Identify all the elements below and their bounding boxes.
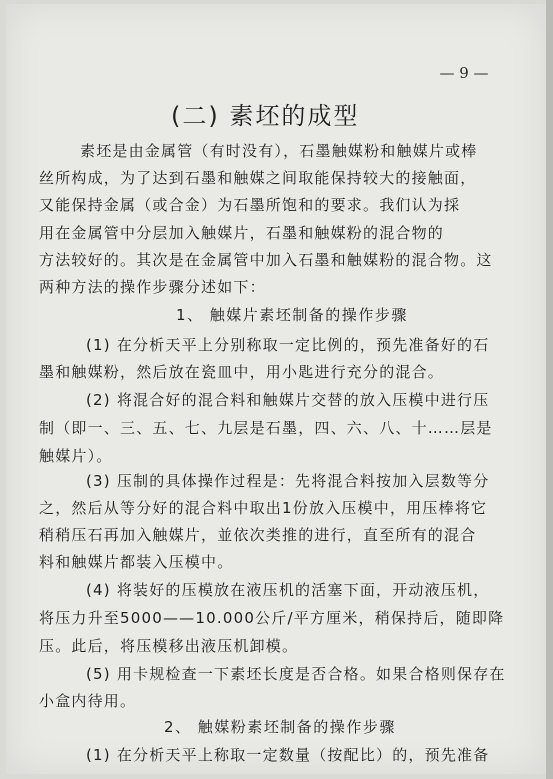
paragraph-line: 用在金属管中分层加入触媒片，石墨和触媒粉的混合物的: [39, 224, 445, 242]
paragraph-line: 方法较好的。其次是在金属管中加入石墨和触媒粉的混合物。这: [39, 251, 493, 269]
step-line: 料和触媒片都装入压模中。: [39, 553, 234, 571]
step-line: 之，然后从等分好的混合料中取出1份放入压模中，用压棒将它: [39, 499, 488, 517]
step-line: 稍稍压石再加入触媒片，並依次类推的进行，直至所有的混合: [39, 526, 477, 544]
step-line: (1) 在分析天平上称取一定数量（按配比）的，预先准备: [86, 746, 490, 764]
step-line: 墨和触媒粉，然后放在瓷皿中，用小匙进行充分的混合。: [39, 363, 445, 381]
paragraph-line: 丝所构成，为了达到石墨和触媒之间取能保持较大的接触面，: [39, 169, 477, 187]
document-page: [6, 4, 546, 774]
section-title: (二) 素坯的成型: [171, 102, 360, 130]
step-line: (5) 用卡规检查一下素坯长度是否合格。如果合格则保存在: [86, 665, 506, 683]
paragraph-line: 素坯是由金属管（有时没有），石墨触媒粉和触媒片或棒: [80, 142, 478, 160]
subsection-title: 2、 触媒粉素坯制备的操作步骤: [164, 718, 396, 736]
step-line: (1) 在分析天平上分别称取一定比例的，预先准备好的石: [86, 336, 490, 354]
step-line: 触媒片）。: [39, 447, 113, 465]
step-line: 小盒内待用。: [39, 692, 137, 710]
step-line: (3) 压制的具体操作过程是：先将混合料按加入层数等分: [86, 472, 490, 490]
step-line: 压。此后，将压模移出液压机卸模。: [39, 637, 299, 655]
paragraph-line: 又能保持金属（或合金）为石墨所饱和的要求。我们认为採: [39, 196, 461, 214]
step-line: (4) 将装好的压模放在液压机的活塞下面，开动液压机，: [86, 581, 490, 599]
step-line: 将压力升至5000——10.000公斤/平方厘米，稍保持后，随即降: [39, 609, 505, 627]
step-line: (2) 将混合好的混合料和触媒片交替的放入压模中进行压: [86, 391, 490, 409]
page-number: — 9 —: [439, 64, 489, 82]
binding-edge: [546, 0, 553, 779]
step-line: 制（即一、三、五、七、九层是石墨，四、六、八、十……层是: [39, 419, 493, 437]
paragraph-line: 两种方法的操作步骤分述如下：: [39, 278, 266, 296]
subsection-title: 1、 触媒片素坯制备的操作步骤: [176, 306, 408, 324]
